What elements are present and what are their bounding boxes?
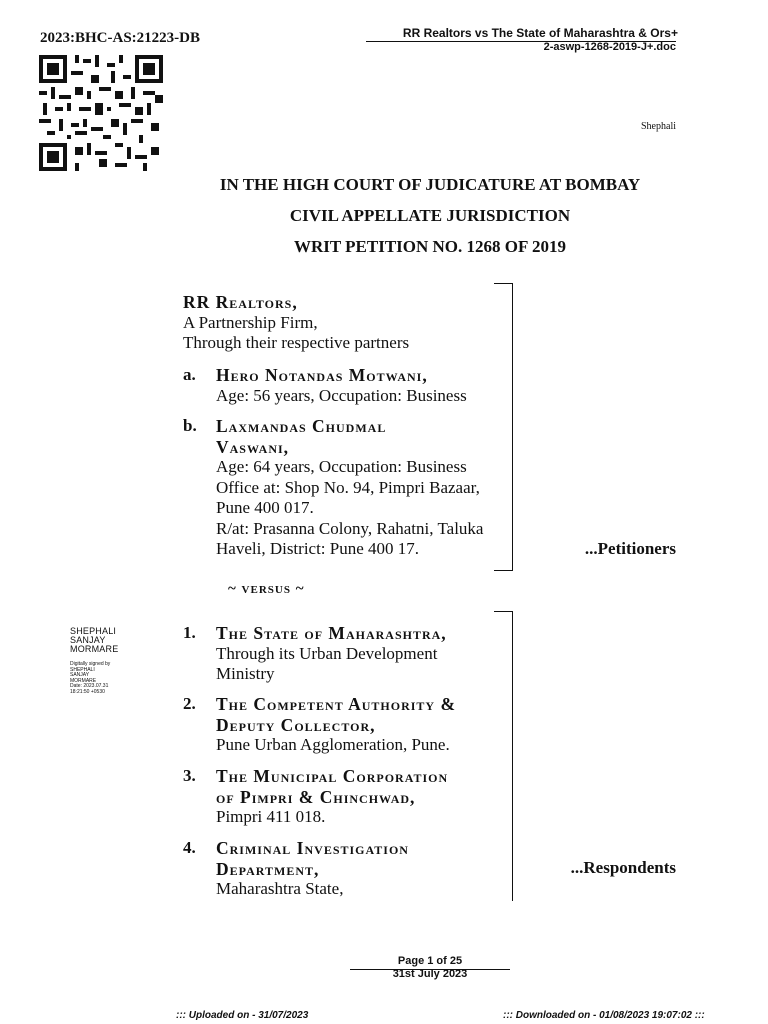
signature-detail-line: Digitally signed by (70, 661, 111, 667)
respondent-marker: 1. (183, 623, 196, 642)
respondent-3 (216, 766, 448, 828)
jurisdiction: CIVIL APPELLATE JURISDICTION (289, 206, 571, 225)
page-number: Page 1 of 25 (397, 955, 463, 967)
respondent-name: The Municipal Corporation (216, 766, 449, 786)
respondent-detail: Through its Urban Development (216, 643, 438, 663)
signature-detail-line: SANJAY (70, 672, 90, 678)
respondent-name: Criminal Investigation (216, 838, 409, 858)
downloaded-stamp: ::: Downloaded on - 01/08/2023 19:07:02 ::: (503, 1010, 705, 1021)
partner-a (216, 365, 467, 406)
signature-line: SHEPHALI (70, 626, 117, 636)
partner-detail: Office at: Shop No. 94, Pimpri Bazaar, (216, 477, 480, 497)
respondent-name: The Competent Authority & (216, 694, 457, 714)
respondent-name: Deputy Collector, (216, 714, 376, 735)
signature-detail-line: Date: 2023.07.31 (70, 683, 109, 689)
respondent-name: Department, (216, 858, 320, 879)
partner-detail: Age: 56 years, Occupation: Business (216, 385, 467, 405)
petitioner-block (183, 292, 409, 354)
respondent-1 (216, 623, 447, 685)
signature-line: MORMARE (70, 644, 119, 654)
respondent-2 (216, 694, 456, 756)
qr-code-icon (39, 55, 163, 171)
signature-details (70, 662, 110, 695)
respondent-4 (216, 838, 409, 900)
respondent-detail: Maharashtra State, (216, 879, 344, 898)
petition-number: WRIT PETITION NO. 1268 OF 2019 (293, 237, 567, 256)
versus-label: ~ versus ~ (228, 581, 305, 597)
petitioner-name: RR Realtors, (183, 292, 298, 312)
neutral-citation: 2023:BHC-AS:21223-DB (40, 30, 200, 46)
partner-marker: b. (183, 416, 197, 435)
petitioner-desc: Through their respective partners (183, 333, 410, 352)
partner-b (216, 416, 483, 560)
partner-marker: a. (183, 365, 196, 384)
footer-date: 31st July 2023 (392, 968, 468, 980)
signature-detail-line: SHEPHALI (70, 666, 95, 673)
court-name: IN THE HIGH COURT OF JUDICATURE AT BOMBAY (219, 175, 641, 194)
signature-detail-line: 18:21:50 +0530 (70, 688, 105, 695)
partner-detail: R/at: Prasanna Colony, Rahatni, Taluka (216, 518, 484, 538)
partner-name: Vaswani, (216, 436, 290, 457)
respondent-detail: Pune Urban Agglomeration, Pune. (216, 735, 450, 754)
uploaded-stamp: ::: Uploaded on - 31/07/2023 (176, 1010, 309, 1021)
signature-line: SANJAY (70, 635, 106, 645)
respondents-role: ...Respondents (570, 858, 676, 877)
partner-detail: Age: 64 years, Occupation: Business (216, 457, 467, 476)
respondent-detail: Ministry (216, 664, 275, 683)
petitioners-role: ...Petitioners (584, 539, 676, 558)
petitioner-bracket (494, 283, 513, 571)
respondent-marker: 4. (183, 838, 196, 857)
partner-name: Hero Notandas Motwani, (216, 365, 428, 385)
running-header-doc-name: 2-aswp-1268-2019-J+.doc (543, 41, 676, 53)
partner-name: Laxmandas Chudmal (216, 416, 387, 436)
stenographer-name: Shephali (641, 121, 676, 132)
respondent-name: The State of Maharashtra, (216, 623, 447, 643)
respondent-bracket (494, 611, 513, 901)
signature-name (70, 627, 118, 654)
petitioner-desc: A Partnership Firm, (183, 312, 318, 332)
respondent-name: of Pimpri & Chinchwad, (216, 786, 416, 807)
respondent-marker: 2. (183, 694, 196, 713)
signature-detail-line: MORMARE (70, 677, 97, 684)
running-header-case-title: RR Realtors vs The State of Maharashtra & Ors+ (402, 26, 678, 40)
partner-detail: Haveli, District: Pune 400 17. (216, 539, 420, 558)
respondent-marker: 3. (183, 766, 196, 785)
partner-detail: Pune 400 017. (216, 498, 314, 517)
respondent-detail: Pimpri 411 018. (216, 807, 326, 826)
